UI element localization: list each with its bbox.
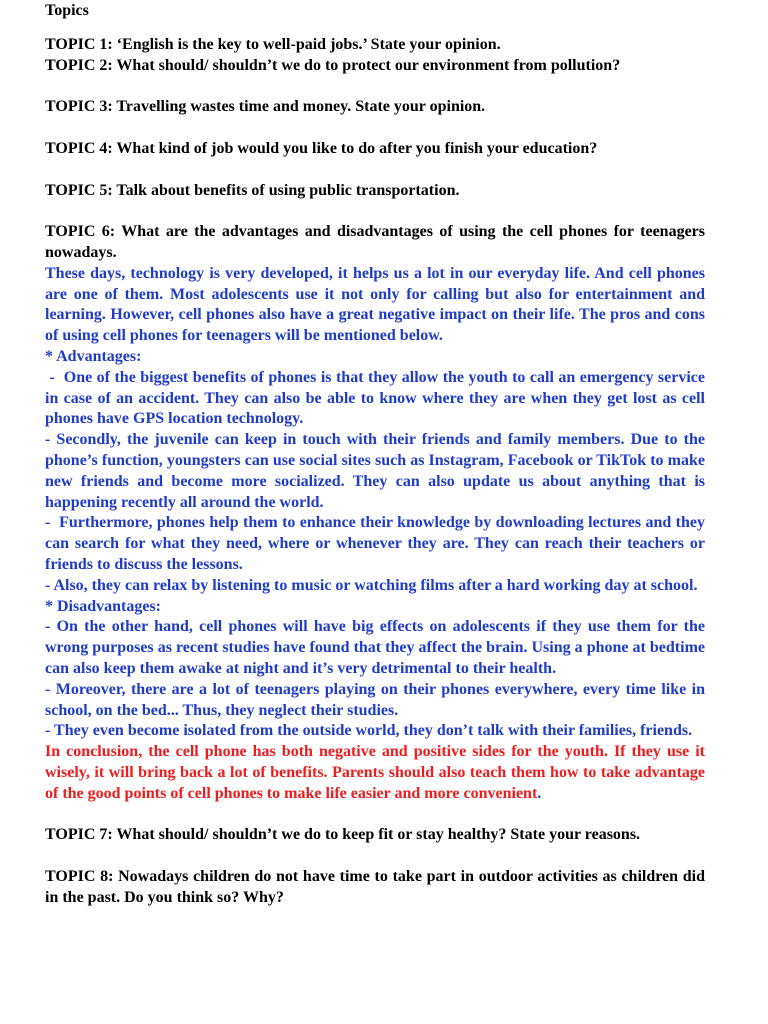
conclusion-text: In conclusion, the cell phone has both negative and positive sides for the youth. If they use it wisely, it will bring back a lot of benefits. Parents should also teach them how to take advantage of the good points of cell phones to make life easier and more convenient: [45, 743, 705, 802]
advantages-heading: * Advantages:: [45, 347, 142, 365]
advantage-item: - Secondly, the juvenile can keep in touch with their friends and family members. Due to the phone’s function, youngsters can use social sites such as Instagram, Facebook or TikTok to make new friends and become more socialized. They can also update us about anything that is happening recently all around the world.: [45, 431, 705, 511]
conclusion-period: .: [537, 784, 542, 802]
advantage-item: - One of the biggest benefits of phones is that they allow the youth to call an emergency service in case of an accident. They can also be able to know where they are when they get lost as cell phones have GPS location technology.: [45, 368, 710, 428]
page-heading: Topics: [45, 2, 89, 19]
essay-intro: These days, technology is very developed, it helps us a lot in our everyday life. And cell phones are one of them. Most adolescents use it not only for calling but also for entertainment and learning. However, cell phones also have a great negative impact on their life. The pros and cons of using cell phones for teenagers will be mentioned below.: [45, 264, 705, 345]
topic-6: TOPIC 6: What are the advantages and disadvantages of using the cell phones for teenagers nowadays.: [45, 223, 705, 261]
topic-2: TOPIC 2: What should/ shouldn’t we do to protect our environment from pollution?: [45, 56, 621, 74]
essay-conclusion: [45, 742, 705, 804]
topic-4: TOPIC 4: What kind of job would you like to do after you finish your education?: [45, 139, 598, 157]
disadvantage-item: - They even become isolated from the outside world, they don’t talk with their families, friends.: [45, 722, 693, 740]
advantage-item: - Also, they can relax by listening to music or watching films after a hard working day at school.: [45, 576, 698, 594]
topic-3: TOPIC 3: Travelling wastes time and money. State your opinion.: [45, 98, 486, 116]
disadvantage-item: - On the other hand, cell phones will have big effects on adolescents if they use them for the wrong purposes as recent studies have found that they affect the brain. Using a phone at bedtime can also keep them awake at night and it’s very detrimental to their health.: [45, 618, 705, 677]
topic-list: [45, 35, 710, 908]
disadvantage-item: - Moreover, there are a lot of teenagers playing on their phones everywhere, every time like in school, on the bed... Thus, they neglect their studies.: [45, 680, 705, 719]
topic-5: TOPIC 5: Talk about benefits of using public transportation.: [45, 181, 460, 199]
advantage-item: - Furthermore, phones help them to enhance their knowledge by downloading lectures and they can search for what they need, where or whenever they are. They can reach their teachers or friends to discuss the lessons.: [45, 514, 709, 573]
topic-1: TOPIC 1: ‘English is the key to well-paid jobs.’ State your opinion.: [45, 36, 501, 53]
topic-7: TOPIC 7: What should/ shouldn’t we do to keep fit or stay healthy? State your reasons.: [45, 826, 641, 844]
topic-6-essay: [45, 264, 710, 805]
disadvantages-heading: * Disadvantages:: [45, 597, 162, 615]
topic-8: TOPIC 8: Nowadays children do not have time to take part in outdoor activities as children did in the past. Do you think so? Why?: [45, 867, 705, 906]
